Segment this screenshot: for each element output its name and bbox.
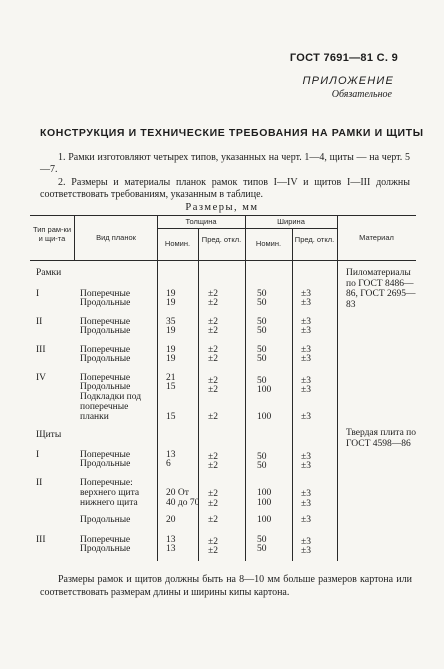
table-cell-thickness: 35 (166, 317, 176, 327)
table-cell-width: 50 (257, 461, 267, 471)
table-cell-width: 50 (257, 317, 267, 327)
table-cell-plank: Продольные (80, 298, 131, 308)
table-cell-thickness-dev: ±2 (208, 412, 218, 422)
table-cell-thickness: 13 (166, 535, 176, 545)
table-cell-plank: Продольные (80, 382, 131, 392)
appendix-subtitle: Обязательное (331, 89, 392, 100)
table-cell-thickness: 13 (166, 450, 176, 460)
column-divider (292, 228, 293, 561)
header-plank-kind: Вид планок (96, 233, 136, 242)
frames-material: Пиломатериалы по ГОСТ 8486—86, ГОСТ 2695—83 (346, 268, 416, 310)
column-divider (337, 215, 338, 561)
table-cell-type: IV (36, 373, 47, 383)
column-divider (74, 215, 75, 260)
header-material: Материал (359, 233, 394, 242)
table-cell-width-dev: ±3 (301, 345, 311, 355)
table-cell-width: 100 (257, 412, 272, 422)
table-cell-plank: Поперечные (80, 289, 131, 299)
table-cell-width: 100 (257, 515, 272, 525)
footer-paragraph: Размеры рамок и щитов должны быть на 8—10 мм больше размеров картона или соответствовать размерам длины и ширины кипы картона. (40, 574, 412, 598)
table-cell-width-dev: ±3 (301, 412, 311, 422)
header-thickness-deviation: Пред. откл. (201, 235, 242, 244)
table-cell-width: 50 (257, 354, 267, 364)
table-cell-width-dev: ±3 ±3 (301, 489, 311, 509)
table-cell-width: 50 (257, 376, 267, 386)
table-cell-thickness: 15 (166, 382, 176, 392)
table-cell-width: 50 (257, 289, 267, 299)
table-cell-width: 50 (257, 544, 267, 554)
shields-material: Твердая плита по ГОСТ 4598—86 (346, 428, 416, 449)
header-width-nominal: Номин. (255, 239, 282, 248)
table-cell-width-dev: ±3 (301, 385, 311, 395)
table-cell-thickness: 6 (166, 459, 171, 469)
table-cell-plank: Поперечные (80, 345, 131, 355)
column-divider (245, 215, 246, 561)
table-caption: Размеры, мм (185, 202, 259, 213)
paragraph-2: 2. Размеры и материалы планок рамок типов I—IV и щитов I—III должны соответствовать требованиям, указанным в таблице. (40, 177, 410, 200)
page-header-reference: ГОСТ 7691—81 С. 9 (289, 52, 398, 64)
table-cell-thickness: 20 (166, 515, 176, 525)
table-cell-width-dev: ±3 (301, 354, 311, 364)
table-cell-plank: Продольные (80, 544, 131, 554)
table-cell-thickness-dev: ±2 ±2 (208, 489, 218, 509)
table-cell-width: 50 (257, 452, 267, 462)
header-width-deviation: Пред. откл. (294, 235, 335, 244)
table-cell-thickness: 20 От 40 до 70 (166, 488, 200, 508)
table-cell-width-dev: ±3 (301, 515, 311, 525)
table-cell-thickness: 19 (166, 354, 176, 364)
table-cell-thickness: 19 (166, 326, 176, 336)
table-cell-thickness: 13 (166, 544, 176, 554)
table-cell-thickness-dev: ±2 (208, 385, 218, 395)
header-width: Ширина (277, 217, 305, 226)
table-cell-thickness-dev: ±2 (208, 461, 218, 471)
table-cell-plank: Поперечные (80, 317, 131, 327)
header-type: Тип рам-ки и щи-та (32, 225, 72, 243)
table-cell-width-dev: ±3 (301, 452, 311, 462)
group-frames-label: Рамки (36, 268, 62, 278)
table-cell-type: III (36, 345, 46, 355)
header-thickness-nominal: Номин. (164, 239, 191, 248)
table-cell-width: 100 (257, 385, 272, 395)
table-cell-plank: Продольные (80, 326, 131, 336)
table-cell-thickness-dev: ±2 (208, 317, 218, 327)
header-divider-line (157, 228, 337, 229)
section-title: КОНСТРУКЦИЯ И ТЕХНИЧЕСКИЕ ТРЕБОВАНИЯ НА РАМКИ И ЩИТЫ (40, 127, 424, 139)
table-cell-plank: Поперечные (80, 535, 131, 545)
table-cell-width-dev: ±3 (301, 376, 311, 386)
paragraph-1: 1. Рамки изготовляют четырех типов, указанных на черт. 1—4, щиты — на черт. 5—7. (40, 152, 410, 175)
table-cell-thickness-dev: ±2 (208, 354, 218, 364)
table-cell-type: I (36, 450, 40, 460)
table-cell-width: 50 (257, 535, 267, 545)
table-cell-plank: Продольные (80, 515, 131, 525)
table-cell-plank: Поперечные (80, 450, 131, 460)
table-cell-type: I (36, 289, 40, 299)
table-cell-width: 100 100 (257, 488, 272, 508)
table-cell-type: II (36, 478, 43, 488)
appendix-title: ПРИЛОЖЕНИЕ (302, 75, 394, 87)
table-cell-thickness-dev: ±2 (208, 289, 218, 299)
table-cell-thickness-dev: ±2 (208, 515, 218, 525)
table-cell-plank: Поперечные: верхнего щита нижнего щита (80, 478, 140, 508)
table-cell-type: III (36, 535, 46, 545)
table-cell-width: 50 (257, 345, 267, 355)
table-cell-plank: Поперечные (80, 373, 131, 383)
table-cell-thickness: 19 (166, 345, 176, 355)
table-cell-thickness: 19 (166, 298, 176, 308)
table-cell-width: 50 (257, 298, 267, 308)
table-cell-thickness: 15 (166, 412, 176, 422)
column-divider (157, 215, 158, 561)
table-cell-width-dev: ±3 (301, 298, 311, 308)
table-cell-thickness-dev: ±2 (208, 376, 218, 386)
table-cell-plank: Подкладки под поперечные планки (80, 392, 142, 422)
table-cell-width-dev: ±3 (301, 461, 311, 471)
table-cell-thickness: 19 (166, 289, 176, 299)
table-cell-plank: Продольные (80, 354, 131, 364)
table-cell-width-dev: ±3 (301, 537, 311, 547)
table-cell-width-dev: ±3 (301, 289, 311, 299)
table-cell-width-dev: ±3 (301, 326, 311, 336)
table-cell-thickness-dev: ±2 (208, 537, 218, 547)
table-cell-thickness-dev: ±2 (208, 298, 218, 308)
table-cell-plank: Продольные (80, 459, 131, 469)
table-cell-width-dev: ±3 (301, 546, 311, 556)
header-bottom-border (30, 260, 416, 261)
table-cell-width-dev: ±3 (301, 317, 311, 327)
table-cell-thickness: 21 (166, 373, 176, 383)
table-cell-thickness-dev: ±2 (208, 326, 218, 336)
table-cell-type: II (36, 317, 43, 327)
table-cell-thickness-dev: ±2 (208, 452, 218, 462)
table-cell-thickness-dev: ±2 (208, 345, 218, 355)
table-cell-width: 50 (257, 326, 267, 336)
group-shields-label: Щиты (36, 430, 62, 440)
column-divider (198, 228, 199, 561)
header-thickness: Толщина (185, 217, 217, 226)
table-cell-thickness-dev: ±2 (208, 546, 218, 556)
table-top-border (30, 215, 416, 216)
